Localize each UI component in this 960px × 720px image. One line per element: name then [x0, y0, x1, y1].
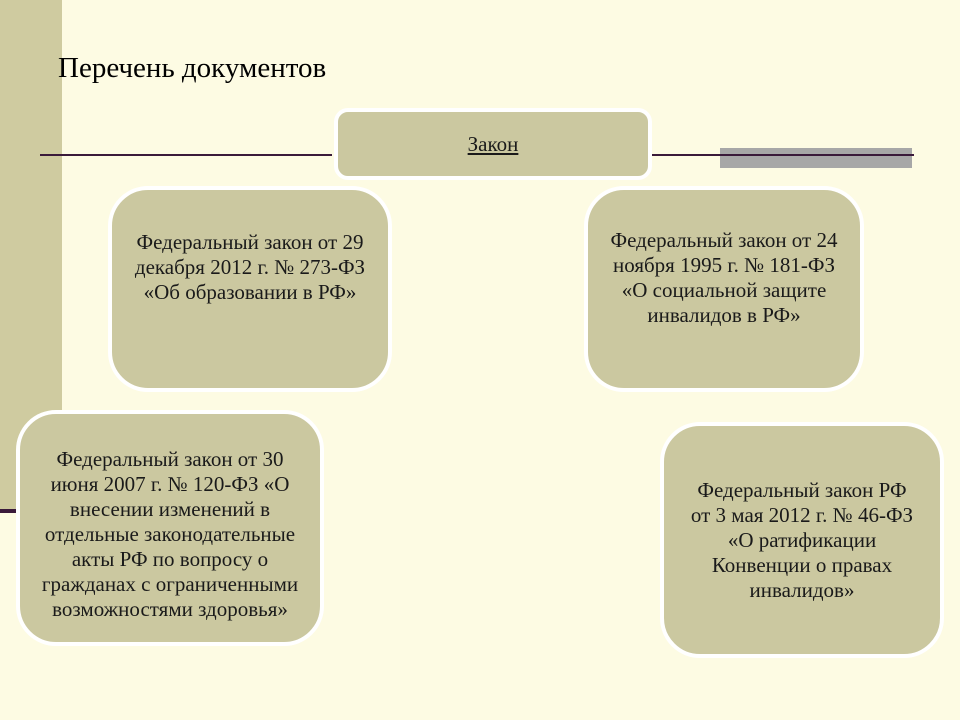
- document-box-social-protection-law: [584, 186, 864, 392]
- document-box-ratification-law: [660, 422, 944, 658]
- document-text: Федеральный закон от 24 ноября 1995 г. № 181-ФЗ «О социальной защите инвалидов в РФ»: [610, 228, 838, 327]
- document-box-education-law: [108, 186, 392, 392]
- header-rule-right: [652, 154, 914, 156]
- law-category-label: Закон: [467, 131, 519, 156]
- document-text: Федеральный закон РФ от 3 мая 2012 г. № 46-ФЗ «О ратификации Конвенции о правах инвалидов»: [690, 477, 914, 602]
- document-text: Федеральный закон от 30 июня 2007 г. № 120-ФЗ «О внесении изменений в отдельные законодательные акты РФ по вопросу о гражданах с ограниченными возможностями здоровья»: [41, 446, 299, 621]
- header-rule-left: [40, 154, 332, 156]
- document-box-amendments-law: [16, 410, 324, 646]
- document-text: Федеральный закон от 29 декабря 2012 г. № 273-ФЗ «Об образовании в РФ»: [134, 229, 366, 304]
- header-rule-right-shade: [720, 148, 912, 168]
- law-category-box: [334, 108, 652, 180]
- slide-title: Перечень документов: [58, 52, 327, 84]
